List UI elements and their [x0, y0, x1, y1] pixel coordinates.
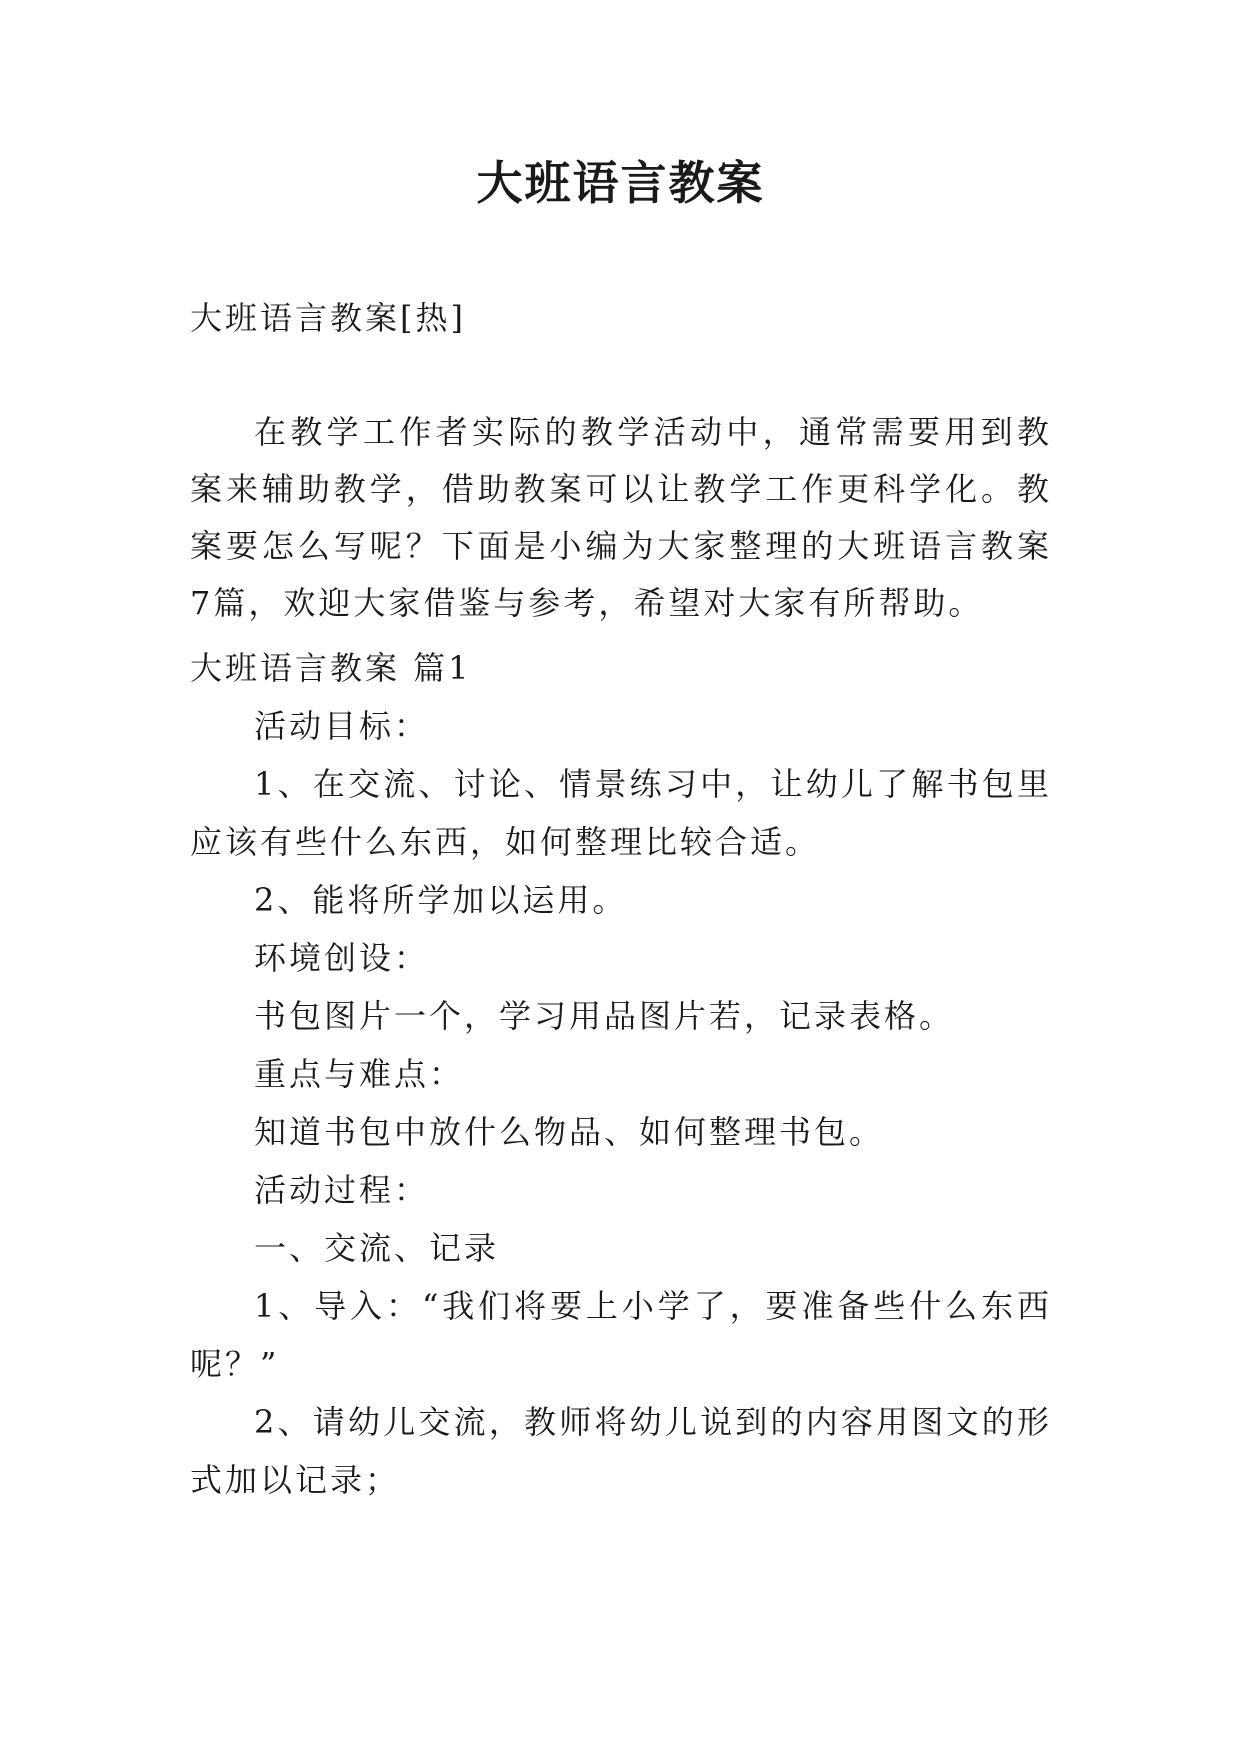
step-item-1: 1、导入：“我们将要上小学了，要准备些什么东西呢？”: [190, 1287, 1052, 1383]
step-title: 一、交流、记录: [254, 1229, 500, 1267]
process-label: 活动过程：: [254, 1171, 430, 1209]
goal-label: 活动目标：: [254, 707, 430, 745]
key-points-label: 重点与难点：: [254, 1055, 465, 1093]
section-heading: 大班语言教案 篇1: [190, 649, 472, 687]
step-item-2: 2、请幼儿交流，教师将幼儿说到的内容用图文的形式加以记录；: [190, 1403, 1052, 1499]
goal-item-1: 1、在交流、讨论、情景练习中，让幼儿了解书包里应该有些什么东西，如何整理比较合适。: [190, 765, 1052, 861]
document-subtitle: 大班语言教案[热]: [190, 299, 466, 337]
document-title: 大班语言教案: [476, 156, 765, 210]
section-1: [190, 649, 1052, 1509]
goal-item-2: 2、能将所学加以运用。: [254, 881, 628, 919]
key-points-text: 知道书包中放什么物品、如何整理书包。: [254, 1113, 885, 1151]
environment-label: 环境创设：: [254, 939, 430, 977]
intro-paragraph: 在教学工作者实际的教学活动中，通常需要用到教案来辅助教学，借助教案可以让教学工作更科学化。教案要怎么写呢？下面是小编为大家整理的大班语言教案7篇，欢迎大家借鉴与参考，希望对大家有所帮助。: [190, 413, 1052, 622]
environment-text: 书包图片一个，学习用品图片若，记录表格。: [254, 997, 955, 1035]
